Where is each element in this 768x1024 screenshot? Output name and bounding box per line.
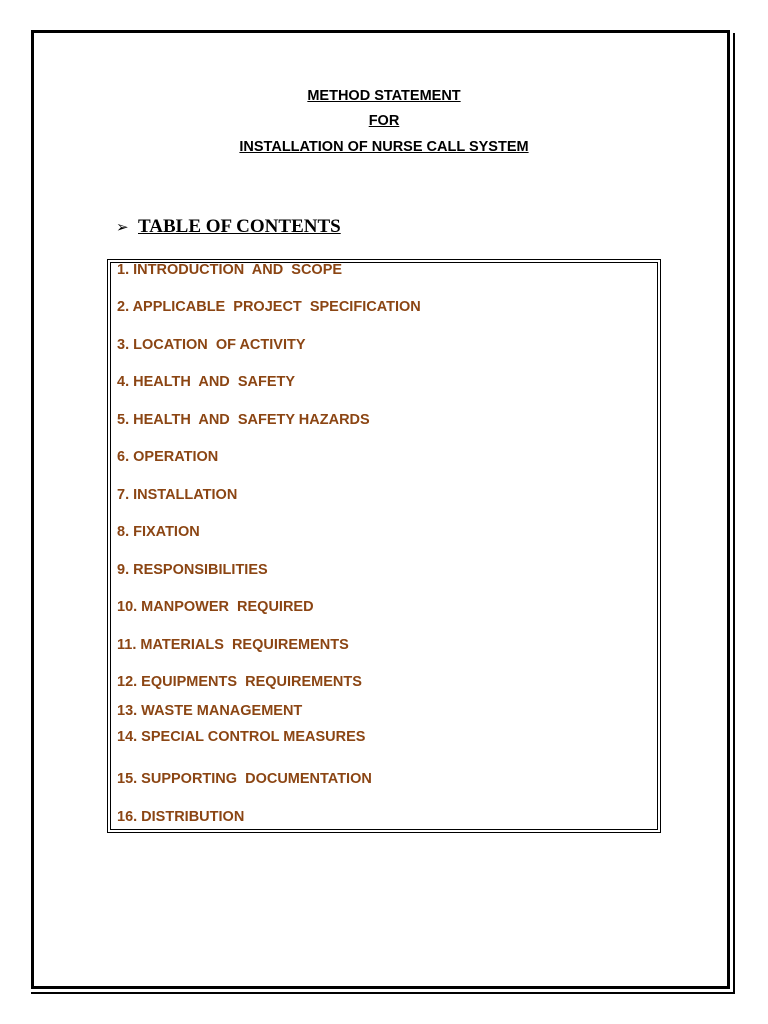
toc-item: 15. SUPPORTING DOCUMENTATION [117, 771, 372, 787]
toc-item: 8. FIXATION [117, 524, 200, 540]
toc-item: 1. INTRODUCTION AND SCOPE [117, 262, 343, 278]
toc-item: 3. LOCATION OF ACTIVITY [117, 337, 306, 353]
document-title-line-3: INSTALLATION OF NURSE CALL SYSTEM [239, 139, 529, 155]
toc-item: 14. SPECIAL CONTROL MEASURES [117, 729, 366, 745]
toc-heading [116, 216, 341, 238]
toc-item: 2. APPLICABLE PROJECT SPECIFICATION [117, 299, 421, 315]
toc-item: 12. EQUIPMENTS REQUIREMENTS [117, 674, 362, 690]
arrow-bullet-icon: ➢ [116, 218, 129, 236]
toc-item: 10. MANPOWER REQUIRED [117, 599, 314, 615]
toc-item: 5. HEALTH AND SAFETY HAZARDS [117, 412, 370, 428]
toc-heading-label: TABLE OF CONTENTS [138, 216, 341, 237]
toc-item: 11. MATERIALS REQUIREMENTS [117, 637, 349, 653]
toc-item: 13. WASTE MANAGEMENT [117, 703, 303, 719]
toc-item: 4. HEALTH AND SAFETY [117, 374, 296, 390]
page-border-shadow-right [733, 33, 735, 993]
document-title-line-1: METHOD STATEMENT [307, 88, 461, 104]
toc-item: 16. DISTRIBUTION [117, 809, 245, 825]
document-title-line-2: FOR [368, 113, 400, 129]
toc-item: 7. INSTALLATION [117, 487, 238, 503]
toc-item: 6. OPERATION [117, 449, 219, 465]
page-border-shadow-bottom [31, 992, 735, 994]
toc-item: 9. RESPONSIBILITIES [117, 562, 268, 578]
